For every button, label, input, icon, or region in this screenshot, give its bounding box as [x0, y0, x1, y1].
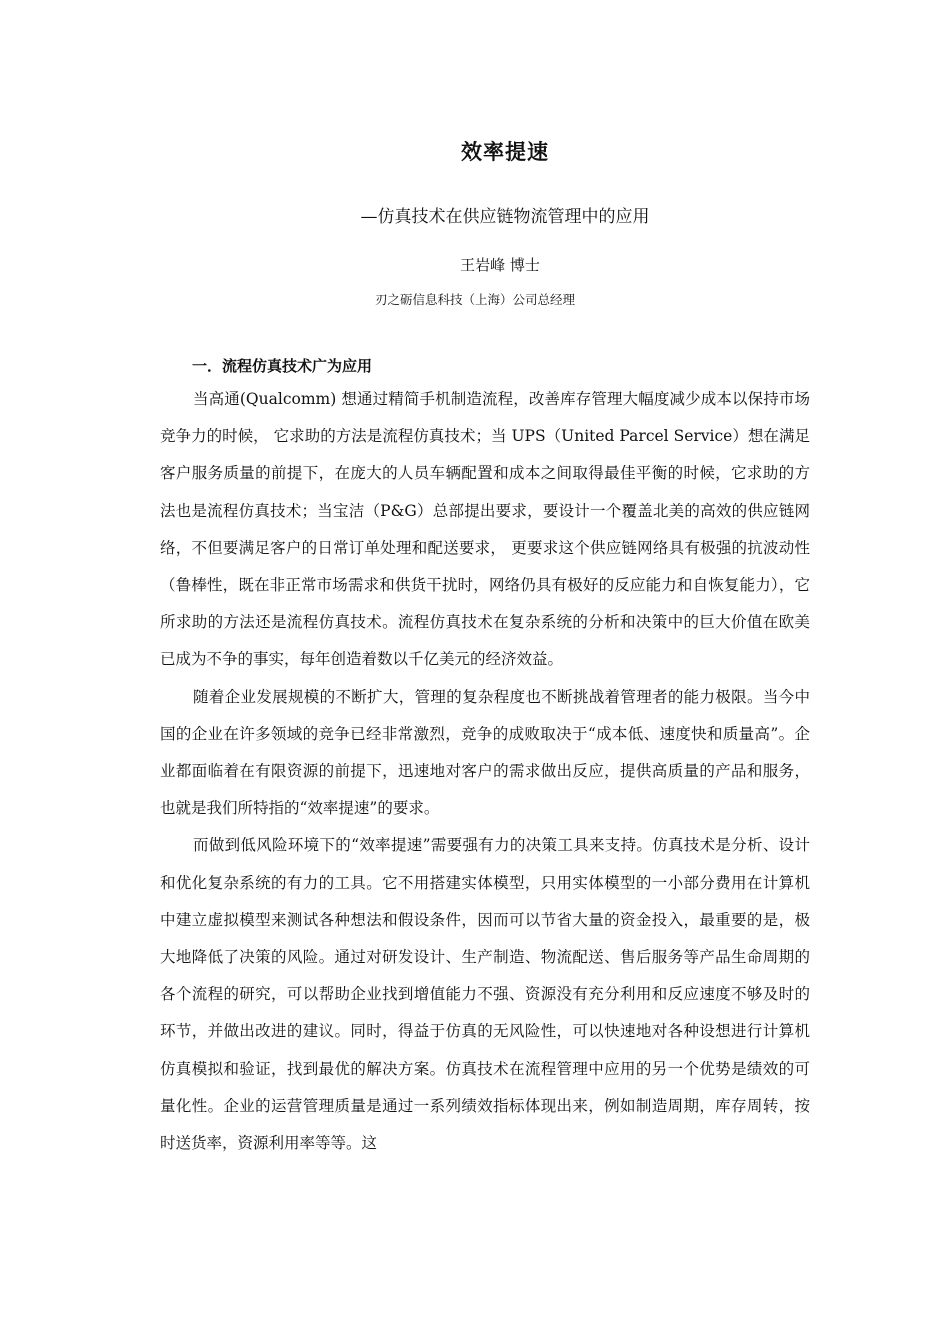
- paragraph: 而做到低风险环境下的“效率提速”需要强有力的决策工具来支持。仿真技术是分析、设计和优化复杂系统的有力的工具。它不用搭建实体模型，只用实体模型的一小部分费用在计算机中建立虚拟模型来测试各种想法和假设条件，因而可以节省大量的资金投入，最重要的是，极大地降低了决策的风险。通过对研发设计、生产制造、物流配送、售后服务等产品生命周期的各个流程的研究，可以帮助企业找到增值能力不强、资源没有充分利用和反应速度不够及时的环节，并做出改进的建议。同时，得益于仿真的无风险性，可以快速地对各种设想进行计算机仿真模拟和验证，找到最优的解决方案。仿真技术在流程管理中应用的另一个优势是绩效的可量化性。企业的运营管理质量是通过一系列绩效指标体现出来，例如制造周期，库存周转，按时送货率，资源利用率等等。这: [160, 836, 810, 1153]
- document-subtitle: —仿真技术在供应链物流管理中的应用: [360, 207, 650, 227]
- section-heading: 一．流程仿真技术广为应用: [192, 357, 373, 375]
- author-affiliation: 刃之砺信息科技（上海）公司总经理: [374, 292, 575, 307]
- author-name: 王岩峰 博士: [460, 256, 540, 274]
- paragraph: 当高通(Qualcomm) 想通过精简手机制造流程，改善库存管理大幅度减少成本以保持市场竞争力的时候， 它求助的方法是流程仿真技术；当 UPS（United Parcel Service）想在满足客户服务质量的前提下，在庞大的人员车辆配置和成本之间取得最佳平衡的时候，它求助的方法也是流程仿真技术；当宝洁（P&G）总部提出要求，要设计一个覆盖北美的高效的供应链网络，不但要满足客户的日常订单处理和配送要求， 更要求这个供应链网络具有极强的抗波动性（鲁棒性，既在非正常市场需求和供货干扰时，网络仍具有极好的反应能力和自恢复能力），它所求助的方法还是流程仿真技术。流程仿真技术在复杂系统的分析和决策中的巨大价值在欧美已成为不争的事实，每年创造着数以千亿美元的经济效益。: [160, 390, 810, 669]
- document-title: 效率提速: [461, 139, 549, 164]
- paragraph: 随着企业发展规模的不断扩大，管理的复杂程度也不断挑战着管理者的能力极限。当今中国的企业在许多领域的竞争已经非常激烈，竞争的成败取决于“成本低、速度快和质量高”。企业都面临着在有限资源的前提下，迅速地对客户的需求做出反应，提供高质量的产品和服务，也就是我们所特指的“效率提速”的要求。: [160, 687, 810, 818]
- document-body: [160, 353, 810, 1162]
